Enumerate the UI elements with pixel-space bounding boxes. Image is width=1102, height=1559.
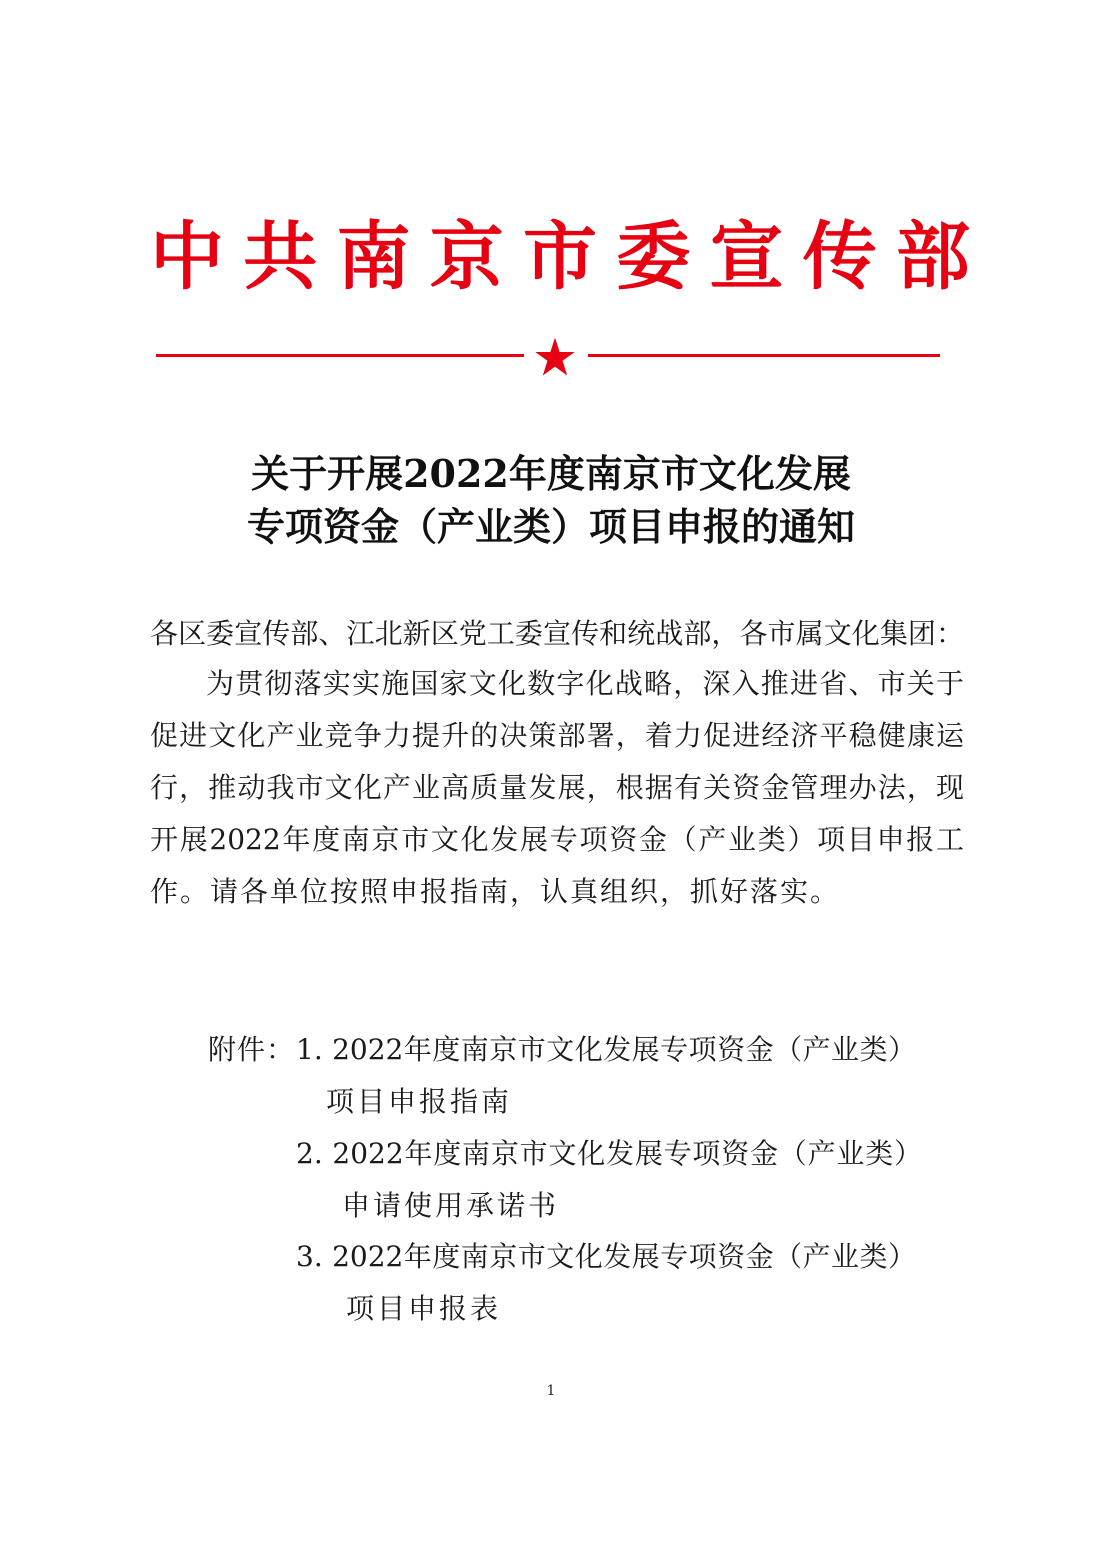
red-divider-right xyxy=(588,354,940,357)
attachment-item-title: 3. 2022年度南京市文化发展专项资金（产业类） xyxy=(296,1240,916,1273)
body-paragraph-line: 行，推动我市文化产业高质量发展，根据有关资金管理办法，现 xyxy=(150,771,964,804)
attachment-item-title: 2. 2022年度南京市文化发展专项资金（产业类） xyxy=(296,1137,922,1170)
masthead-char: 市 xyxy=(523,214,597,300)
masthead-char: 部 xyxy=(896,214,970,300)
addressee-line: 各区委宣传部、江北新区党工委宣传和统战部，各市属文化集团： xyxy=(150,617,964,650)
masthead-char: 南 xyxy=(336,214,411,300)
masthead-char: 京 xyxy=(429,214,504,300)
attachment-item-subtitle: 项目申报表 xyxy=(346,1292,502,1325)
masthead-char: 传 xyxy=(802,214,877,300)
body-paragraph-line: 促进文化产业竞争力提升的决策部署，着力促进经济平稳健康运 xyxy=(150,719,964,752)
masthead-char: 宣 xyxy=(709,214,784,300)
body-paragraph-line: 开展2022年度南京市文化发展专项资金（产业类）项目申报工 xyxy=(150,823,964,856)
masthead-char: 委 xyxy=(616,214,691,300)
body-paragraph-line: 作。请各单位按照申报指南，认真组织，抓好落实。 xyxy=(150,875,841,908)
attachment-item-subtitle: 申请使用承诺书 xyxy=(342,1189,560,1222)
body-paragraph-line: 为贯彻落实实施国家文化数字化战略，深入推进省、市关于 xyxy=(206,667,964,700)
masthead-char: 共 xyxy=(243,214,318,300)
red-star-icon xyxy=(534,336,576,378)
issuer-masthead xyxy=(150,212,970,302)
red-divider-left xyxy=(156,354,524,357)
masthead-char: 中 xyxy=(150,214,224,300)
attachments-label: 附件： xyxy=(208,1033,296,1066)
document-title-line-1: 关于开展2022年度南京市文化发展 xyxy=(251,451,851,496)
attachment-item-subtitle: 项目申报指南 xyxy=(326,1085,513,1118)
attachment-item-title: 1. 2022年度南京市文化发展专项资金（产业类） xyxy=(296,1033,916,1066)
document-title-line-2: 专项资金（产业类）项目申报的通知 xyxy=(246,504,855,549)
page-number: 1 xyxy=(546,1383,556,1399)
